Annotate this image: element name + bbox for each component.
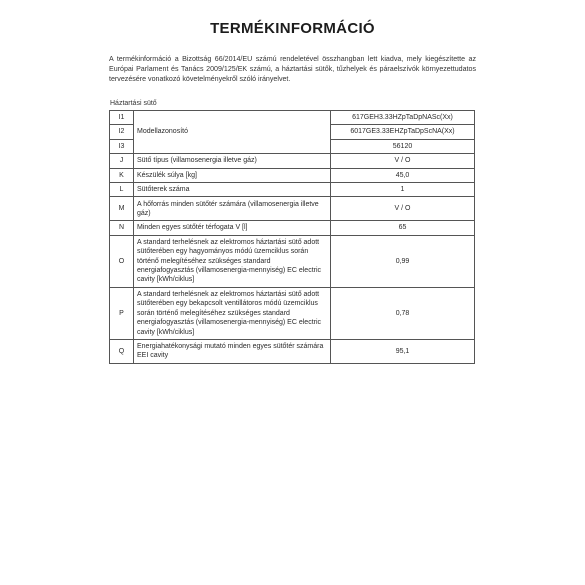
row-code: K [110, 168, 134, 182]
row-value: 0,78 [331, 287, 475, 339]
row-code: P [110, 287, 134, 339]
row-description: Készülék súlya [kg] [134, 168, 331, 182]
table-row [110, 235, 475, 287]
row-value: 65 [331, 221, 475, 235]
section-label: Háztartási sütő [110, 100, 157, 107]
row-value: 56120 [331, 139, 475, 153]
row-description: Energiahatékonysági mutató minden egyes sütőtér számára EEI cavity [134, 339, 331, 363]
table-row [110, 154, 475, 168]
row-value: 0,99 [331, 235, 475, 287]
row-value: V / O [331, 197, 475, 221]
page-title: TERMÉKINFORMÁCIÓ [210, 20, 375, 37]
row-code: N [110, 221, 134, 235]
row-code: Q [110, 339, 134, 363]
row-code: I3 [110, 139, 134, 153]
row-description: A standard terhelésnek az elektromos háztartási sütő adott sütőterében egy hagyományos módú üzemciklus során történő melegítéséhez szükséges standard energiafogyasztás (villamosenergia-mennyiség) EC electric cavity [kWh/ciklus] [134, 235, 331, 287]
row-value: V / O [331, 154, 475, 168]
row-value: 617GEH3.33HZpTaDpNASc(Xx) [331, 111, 475, 125]
row-code: O [110, 235, 134, 287]
row-description: Sütő típus (villamosenergia illetve gáz) [134, 154, 331, 168]
row-value: 45,0 [331, 168, 475, 182]
table-row [110, 339, 475, 363]
row-description: Modellazonosító [134, 111, 331, 154]
row-code: I2 [110, 125, 134, 139]
table-row [110, 183, 475, 197]
table-row [110, 197, 475, 221]
table-row [110, 221, 475, 235]
row-code: I1 [110, 111, 134, 125]
row-code: L [110, 183, 134, 197]
row-value: 95,1 [331, 339, 475, 363]
row-description: Minden egyes sütőtér térfogata V [l] [134, 221, 331, 235]
row-value: 1 [331, 183, 475, 197]
table-row [110, 287, 475, 339]
row-description: Sütőterek száma [134, 183, 331, 197]
row-description: A hőforrás minden sütőtér számára (villamosenergia illetve gáz) [134, 197, 331, 221]
table-row [110, 168, 475, 182]
table-row [110, 111, 475, 125]
row-value: 6017GE3.33EHZpTaDpScNA(Xx) [331, 125, 475, 139]
row-description: A standard terhelésnek az elektromos háztartási sütő adott sütőterében egy bekapcsolt ventillátoros módú üzemciklus során történő melegítéséhez szükséges standard energiafogyasztás (villamosenergia-mennyiség) EC electric cavity [kWh/ciklus] [134, 287, 331, 339]
row-code: M [110, 197, 134, 221]
intro-paragraph: A termékinformáció a Bizottság 66/2014/EU számú rendeletével összhangban lett kiadva, mely kiegészítette az Európai Parlament és Tanács 2009/125/EK számú, a háztartási sütők, tűzhelyek és páraelszívók környezettudatos tervezésére vonatkozó követelményekről szóló irányelvet. [109, 55, 476, 83]
spec-table [109, 110, 475, 364]
row-code: J [110, 154, 134, 168]
